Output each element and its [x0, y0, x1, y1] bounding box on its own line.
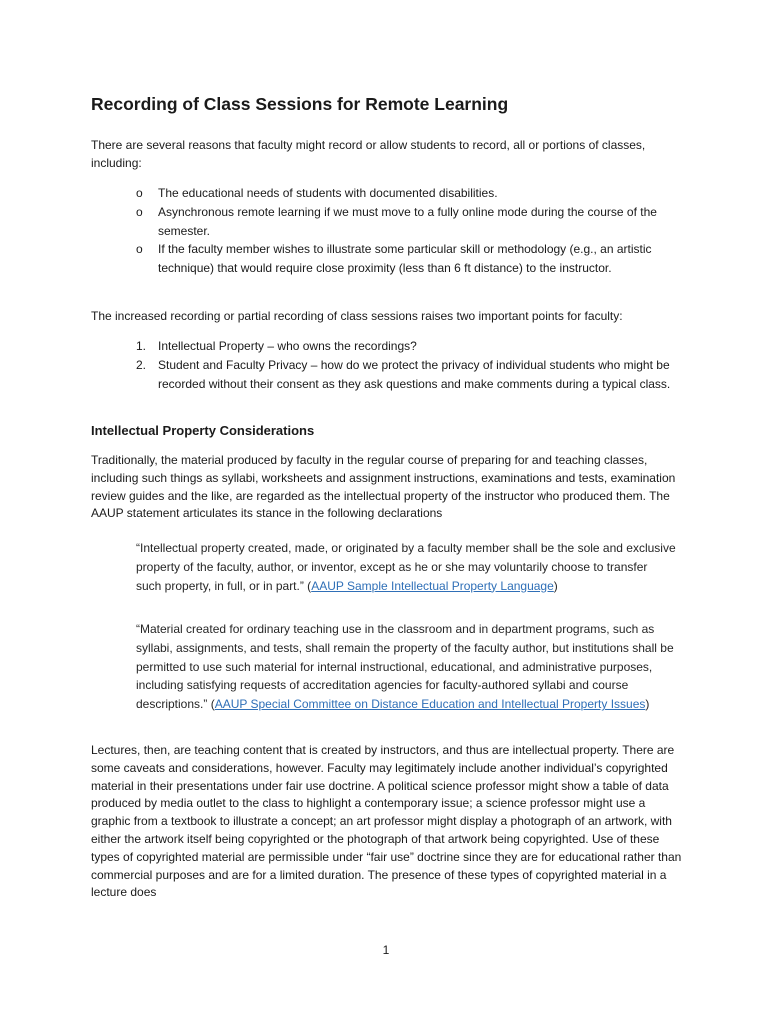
- list-item-text: If the faculty member wishes to illustrate some particular skill or methodology (e.g., an artistic technique) that would require close proximity (less than 6 ft distance) to the instructor.: [158, 242, 652, 276]
- list-item-text: Intellectual Property – who owns the recordings?: [158, 339, 417, 353]
- number-marker: 2.: [136, 357, 147, 372]
- section-heading: Intellectual Property Considerations: [91, 423, 315, 438]
- list-item-text: Asynchronous remote learning if we must move to a fully online mode during the course of the semester.: [158, 204, 657, 238]
- quote-text: “Intellectual property created, made, or originated by a faculty member shall be the sole and exclusive property of the faculty, author, or inventor, except as he or she may voluntarily choose to transfer such property, in full, or in part.” (: [136, 541, 676, 593]
- document-title: Recording of Class Sessions for Remote Learning: [91, 94, 509, 114]
- aaup-quote-2: [136, 620, 676, 714]
- quote-close: ): [645, 697, 650, 712]
- list-item-text: Student and Faculty Privacy – how do we protect the privacy of individual students who might be recorded without their consent as they ask questions and make comments during a typical class.: [158, 357, 671, 391]
- list-item: [91, 203, 681, 241]
- list-item: [91, 337, 681, 356]
- aaup-ip-language-link[interactable]: AAUP Sample Intellectual Property Language: [311, 578, 554, 593]
- page-number: 1: [382, 943, 390, 957]
- traditionally-paragraph: Traditionally, the material produced by faculty in the regular course of preparing for and teaching classes, including such things as syllabi, worksheets and assignment instructions, examinations and tests, examination review guides and the like, are regarded as the intellectual property of the instructor who produced them. The AAUP statement articulates its stance in the following declarations: [91, 453, 676, 521]
- lectures-paragraph: Lectures, then, are teaching content that is created by instructors, and thus are intellectual property. There are some caveats and considerations, however. Faculty may legitimately include another individual’s copyrighted material in their presentations under fair use doctrine. A political science professor might show a table of data produced by media outlet to the class to highlight a contemporary issue; a science professor might use a graphic from a textbook to illustrate a concept; an art professor might display a photograph of an artwork, with either the artwork itself being copyrighted or the photograph of that artwork being copyrighted. Use of these types of copyrighted material are permissible under “fair use” doctrine since they are for educational rather than commercial purposes and are for a limited duration. The presence of these types of copyrighted material in a lecture does: [91, 743, 682, 900]
- list-item-text: The educational needs of students with documented disabilities.: [158, 186, 498, 200]
- points-list: [91, 337, 681, 393]
- intro-paragraph: There are several reasons that faculty might record or allow students to record, all or portions of classes, including:: [91, 138, 646, 170]
- bullet-marker: o: [136, 186, 143, 200]
- number-marker: 1.: [136, 339, 147, 353]
- list-item: [91, 356, 681, 394]
- quote-text: “Material created for ordinary teaching use in the classroom and in department programs, such as syllabi, assignments, and tests, shall remain the property of the faculty author, but institutions shall be permitted to use such material for internal instructional, educational, and administrative purposes, including satisfying requests of accreditation agencies for faculty-authored syllabi and course descriptions.” (: [136, 622, 674, 712]
- list-item: [91, 240, 681, 278]
- points-intro-paragraph: The increased recording or partial recording of class sessions raises two important points for faculty:: [91, 309, 623, 323]
- aaup-distance-education-link[interactable]: AAUP Special Committee on Distance Education and Intellectual Property Issues: [214, 697, 646, 712]
- reasons-list: [91, 184, 681, 278]
- bullet-marker: o: [136, 204, 143, 219]
- list-item: [91, 184, 681, 203]
- bullet-marker: o: [136, 242, 143, 257]
- quote-close: ): [553, 578, 558, 593]
- aaup-quote-1: [136, 539, 676, 595]
